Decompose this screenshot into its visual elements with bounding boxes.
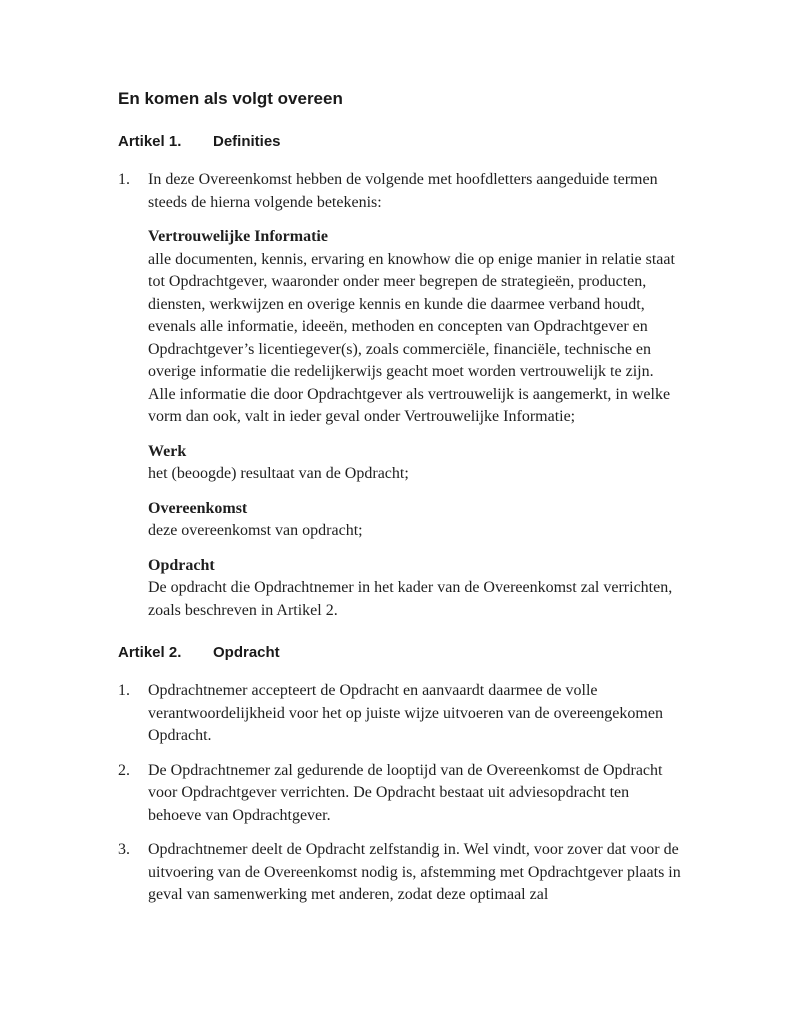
definition-term: Opdracht (148, 556, 215, 574)
item-content (148, 680, 683, 748)
section-spacer (118, 634, 683, 643)
item-number: 1. (118, 171, 130, 188)
article-2-title: Opdracht (213, 644, 280, 661)
definition-description: het (beoogde) resultaat van de Opdracht; (148, 465, 409, 482)
article-1-title: Definities (213, 133, 281, 150)
definition-vertrouwelijke-informatie (148, 226, 683, 429)
definition-description: deze overeenkomst van opdracht; (148, 522, 363, 539)
item-content (148, 839, 683, 907)
article-2-item-3 (118, 839, 683, 907)
article-2-item-2 (118, 760, 683, 828)
item-text: De Opdrachtnemer zal gedurende de looptijd van de Overeenkomst de Opdracht voor Opdrachtgever verrichten. De Opdracht bestaat uit adviesopdracht ten behoeve van Opdrachtgever. (148, 761, 663, 824)
item-content (148, 760, 683, 828)
article-section-1 (118, 132, 683, 622)
item-number: 2. (118, 761, 130, 779)
article-1-heading (118, 132, 683, 152)
article-2-item-1 (118, 680, 683, 748)
item-number: 1. (118, 682, 130, 699)
definition-overeenkomst (148, 498, 683, 543)
item-content (148, 169, 683, 622)
definition-description: De opdracht die Opdrachtnemer in het kader van de Overeenkomst zal verrichten, zoals beschreven in Artikel 2. (148, 579, 673, 619)
article-2-heading (118, 643, 683, 663)
item-text: In deze Overeenkomst hebben de volgende met hoofdletters aangeduide termen steeds de hierna volgende betekenis: (148, 171, 658, 211)
item-text: Opdrachtnemer deelt de Opdracht zelfstandig in. Wel vindt, voor zover dat voor de uitvoering van de Overeenkomst nodig is, afstemming met Opdrachtgever plaats in geval van samenwerking met anderen, zodat deze optimaal zal (148, 841, 681, 903)
article-1-item-1 (118, 169, 683, 622)
definition-opdracht (148, 555, 683, 623)
item-number: 3. (118, 841, 130, 858)
article-section-2 (118, 643, 683, 907)
definition-werk (148, 441, 683, 486)
item-text: Opdrachtnemer accepteert de Opdracht en aanvaardt daarmee de volle verantwoordelijkheid voor het op juiste wijze uitvoeren van de overeengekomen Opdracht. (148, 682, 663, 744)
definition-description: alle documenten, kennis, ervaring en knowhow die op enige manier in relatie staat tot Opdrachtgever, waaronder onder meer begrepen de strategieën, producten, diensten, werkwijzen en overige kennis en kunde die daarmee verband houdt, evenals alle informatie, ideeën, methoden en concepten van Opdrachtgever en Opdrachtgever’s licentiegever(s), zoals commerciële, financiële, technische en overige informatie die redelijkerwijs geacht moet worden vertrouwelijk te zijn. Alle informatie die door Opdrachtgever als vertrouwelijk is aangemerkt, in welke vorm dan ook, valt in ieder geval onder Vertrouwelijke Informatie; (148, 250, 675, 425)
definition-term: Overeenkomst (148, 499, 248, 517)
definition-term: Werk (148, 442, 187, 460)
definition-term: Vertrouwelijke Informatie (148, 228, 328, 245)
article-2-label: Artikel 2. (118, 644, 182, 661)
article-1-label: Artikel 1. (118, 133, 182, 150)
document-title: En komen als volgt overeen (118, 89, 343, 108)
